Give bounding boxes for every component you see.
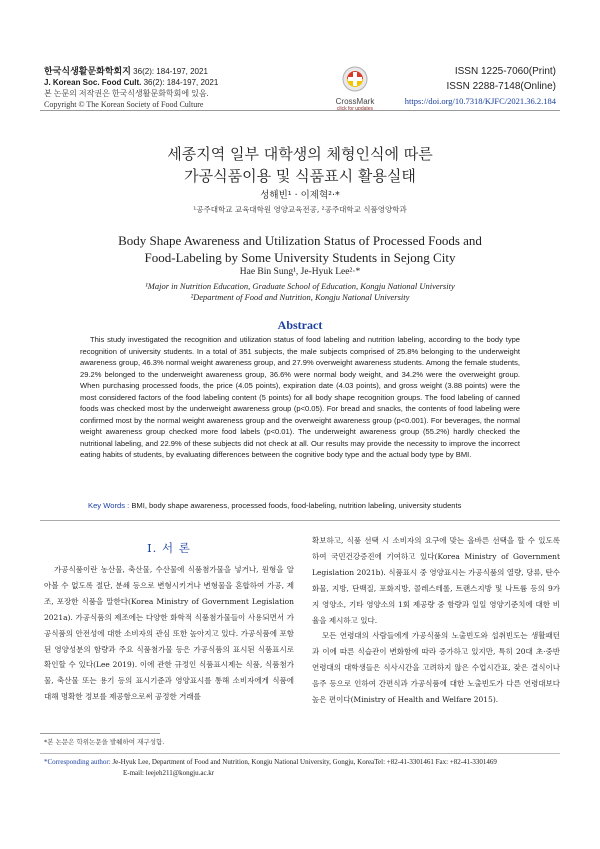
doi-link[interactable]: https://doi.org/10.7318/KJFC/2021.36.2.184 (404, 96, 556, 106)
abstract-heading: Abstract (277, 318, 323, 332)
header-divider (40, 110, 560, 111)
abstract-divider (40, 520, 560, 521)
crossmark-icon (342, 66, 368, 92)
intro-paragraph-continued: 확보하고, 식품 선택 시 소비자의 요구에 맞는 올바른 선택을 할 수 있도록 하여 국민건강증진에 기여하고 있다(Korea Ministry of Government Legislation 2021b). 식품표시 중 영양표시는 가공식품의 열량, 당류, 탄수화물, 지방, 단백질, 포화지방, 콜레스테롤, 트랜스지방 및 나트륨 등의 9가지 영양소, 기타 영양소의 1회 제공량 중 함량과 일일 영양기준치에 대한 비율을 제시하고 있다. (312, 536, 560, 625)
issn-block (405, 64, 556, 109)
corresponding-author-label: *Corresponding author: (44, 758, 111, 766)
correspondence-divider (40, 753, 560, 754)
section-heading-introduction: Ⅰ. 서 론 (147, 541, 191, 555)
footnote: *본 논문은 학위논문을 발췌하여 재구성함. (44, 738, 165, 746)
crossmark-badge[interactable] (328, 66, 382, 112)
title-english-line-2: Food-Labeling by Some University Students in Sejong City (144, 250, 456, 265)
copyright-notice: Copyright © The Korean Society of Food Culture (44, 100, 204, 109)
authors-english: Hae Bin Sung¹, Je-Hyuk Lee²·* (239, 267, 361, 277)
crossmark-label: CrossMark (335, 97, 375, 106)
affiliation-english-1: ¹Major in Nutrition Education, Graduate School of Education, Kongju National University (145, 281, 455, 291)
title-english (0, 232, 600, 266)
title-korean-line-1: 세종지역 일부 대학생의 체형인식에 따른 (167, 145, 433, 163)
title-korean-line-2: 가공식품이용 및 식품표시 활용실태 (184, 167, 416, 185)
journal-ko-name: 한국식생활문화학회지 (44, 66, 131, 76)
journal-ko-line (44, 66, 218, 77)
affiliation-korean: ¹공주대학교 교육대학원 영양교육전공, ²공주대학교 식품영양학과 (193, 205, 407, 214)
journal-ko-volume: 36(2): 184-197, 2021 (130, 67, 208, 76)
journal-header (44, 66, 218, 110)
corresponding-author-details: Je-Hyuk Lee, Department of Food and Nutrition, Kongju National University, Gongju, KoreaTel: +82-41-3301461 Fax: +82-41-3301469 (110, 758, 497, 766)
corresponding-author-email[interactable]: E-mail: leejeh211@kongju.ac.kr (123, 769, 215, 777)
title-english-line-1: Body Shape Awareness and Utilization Status of Processed Foods and (118, 233, 482, 248)
keywords (88, 501, 528, 510)
issn-online: ISSN 2288-7148(Online) (446, 81, 556, 92)
issn-print: ISSN 1225-7060(Print) (454, 66, 556, 77)
keywords-list: BMI, body shape awareness, processed foods, food-labeling, nutrition labeling, university students (129, 501, 462, 510)
title-korean (0, 143, 600, 187)
journal-en-line (44, 77, 218, 88)
keywords-label: Key Words : (88, 501, 130, 510)
footnote-divider (40, 733, 160, 734)
authors-korean: 성해빈¹ · 이제혁²·* (260, 190, 340, 201)
corresponding-author (44, 757, 560, 779)
abstract-text: This study investigated the recognition and utilization status of food labeling and nutrition labeling, according to the body type recognition of university students. In a total of 351 subjects, the male subjects comprised of 25.8% belonging to the underweight awareness group, 46.3% normal weight awareness group, and 27.9% overweight awareness students. Among the female students, 29.2% belonged to the underweight awareness group, 36.6% were normal body weight, and 34.2% were the overweight group. When purchasing processed foods, the price (4.05 points), expiration date (4.03 points), and gross weight (3.88 points) were the most considered factors of the food labeling content (5 points) for all body shape recognition groups. The food labeling of canned foods was checked most by the underweight awareness group (p<0.05). For bread and snacks, the contents of food labeling were confirmed most by the normal weight awareness group and the overweight awareness group (p<0.001). For beverages, the normal weight awareness group checked more food labels (p<0.01). The underweight awareness group (55.2%) hardly checked the nutritional labeling, and 22.9% of these subjects did not check at all. Our results may provide the necessity to improve the incorrect eating habits of students, by evaluating differences between the cognitive body type and the actual body type by BMI. (80, 335, 520, 459)
journal-en-name: J. Korean Soc. Food Cult. (44, 78, 142, 87)
rights-notice: 본 논문의 저작권은 한국식생활문화학회에 있음. (44, 89, 209, 98)
intro-right-column (312, 533, 560, 708)
crossmark-sublabel: click for updates (336, 106, 374, 112)
intro-paragraph-2: 모든 연령대의 사람들에게 가공식품의 노출빈도와 섭취빈도는 생활패턴과 이에 따른 식습관이 변화함에 따라 증가하고 있지만, 특히 20대 초·중반 연령대의 대학생들은 식사시간을 고려하지 않은 수업시간표, 잦은 결식이나 음주 등으로 인하여 간편식과 가공식품에 대한 노출빈도가 다른 연령대보다 높은 편이다(Ministry of Health and Welfare 2015). (312, 631, 560, 705)
journal-en-volume: 36(2): 184-197, 2021 (141, 78, 219, 87)
affiliation-english (0, 281, 600, 303)
affiliation-english-2: ²Department of Food and Nutrition, Kongju National University (190, 292, 410, 302)
intro-left-column: 가공식품이란 농산물, 축산물, 수산물에 식품첨가물을 넣거나, 원형을 알아볼 수 없도록 절단, 분쇄 등으로 변형시키거나 변형물을 혼합하여 가공, 제조, 포장한 식품을 말한다(Korea Ministry of Government Legislation 2021a). 가공식품의 제조에는 다양한 화학적 식품첨가물들이 사용되면서 가공식품의 안전성에 대한 소비자의 관심 또한 높아지고 있다. 가공식품에 포함된 영양성분의 함량과 주요 식품첨가물 등은 가공식품의 표시된 식품표시로 확인할 수 있다(Lee 2019). 이에 관한 규정인 식품표시제는 식품, 식품첨가물, 축산물 또는 용기 등의 표시기준과 영양표시를 통해 소비자에게 식품에 대해 명확한 정보를 제공함으로써 공정한 거래를 (44, 565, 294, 702)
corresponding-author-line (44, 757, 560, 768)
